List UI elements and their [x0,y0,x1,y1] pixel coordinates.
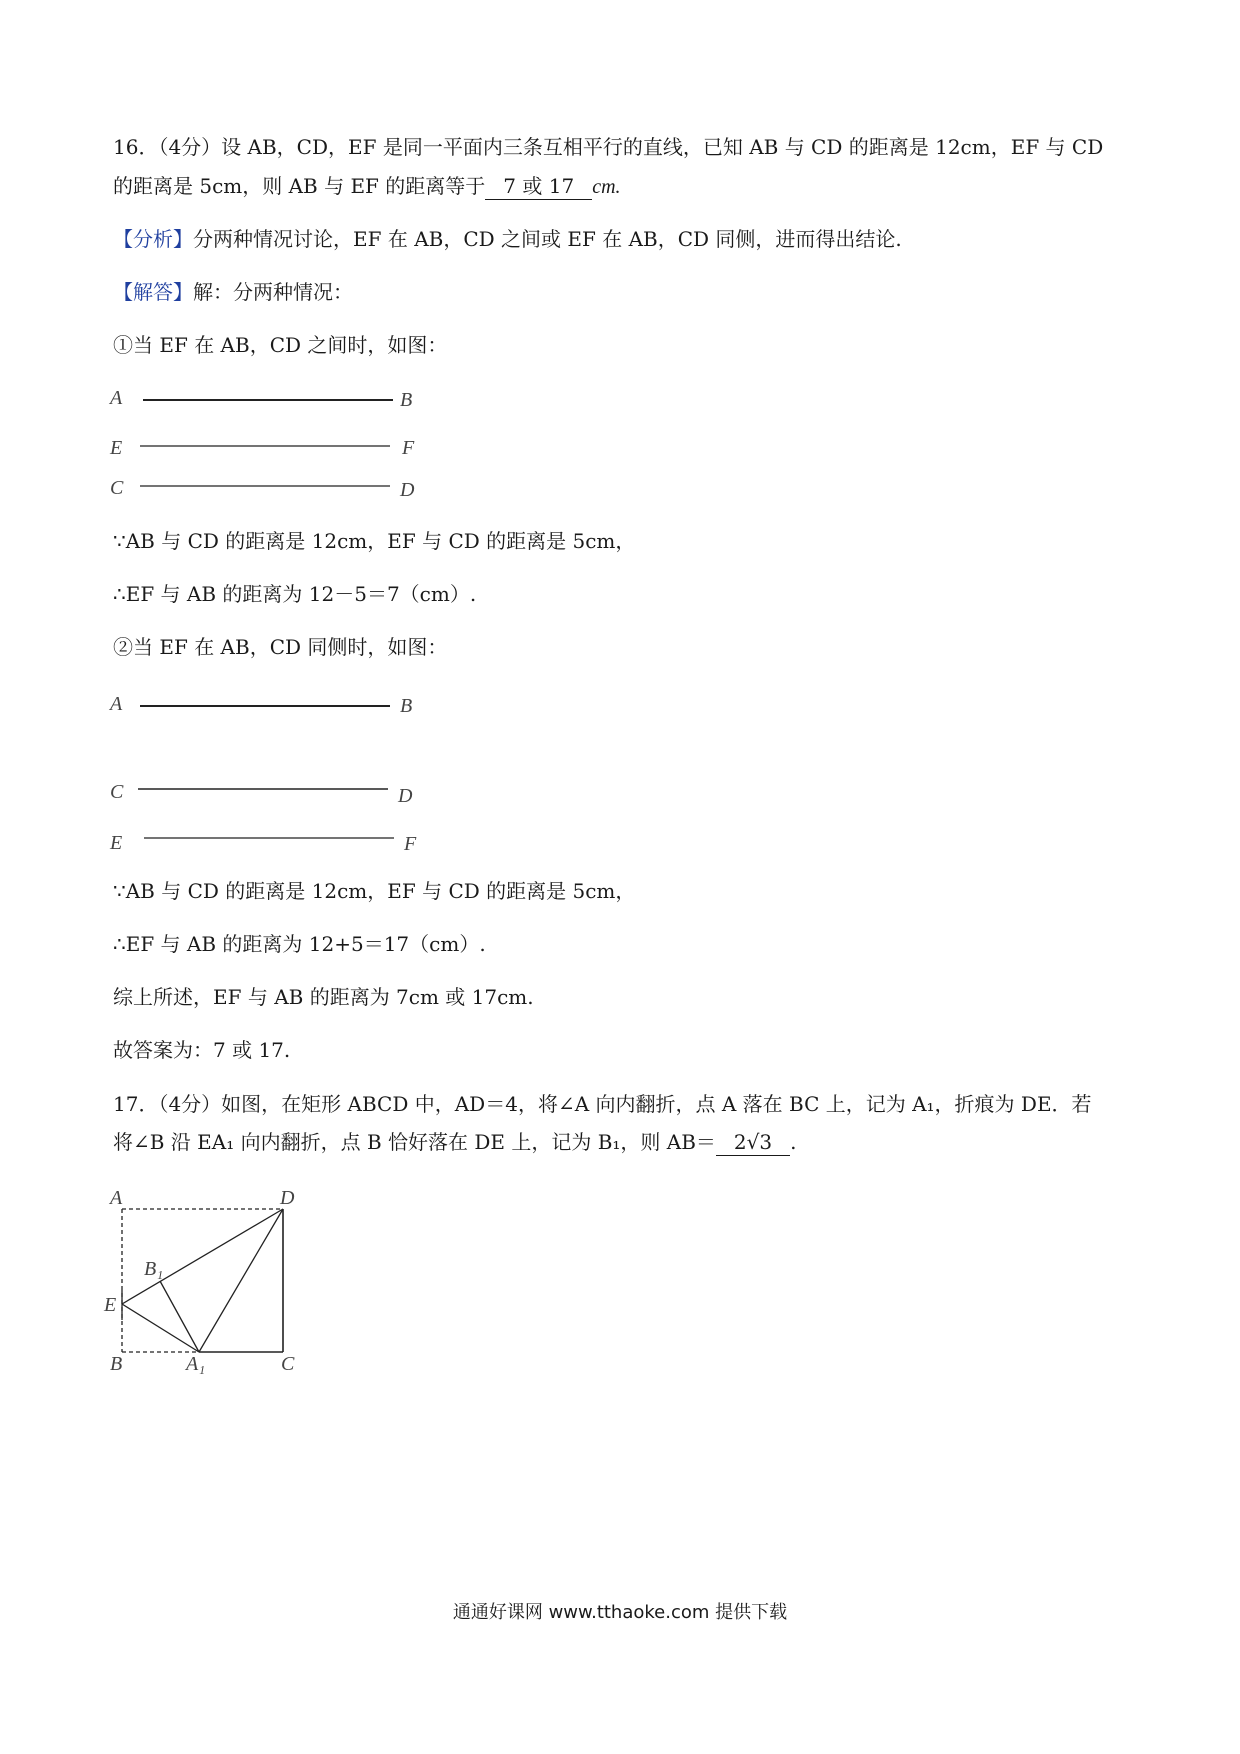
fig-label-E: E [104,1294,117,1316]
fig2-label-E: E [110,832,123,854]
fig2-label-C: C [110,781,124,803]
solution-tag: 【解答】 [113,280,193,304]
q16-line1: 16．（4分）设 AB，CD，EF 是同一平面内三条互相平行的直线，已知 AB 与 CD 的距离是 12cm，EF 与 CD [113,135,1104,159]
page-footer: 通通好课网 www.tthaoke.com 提供下载 [452,1602,788,1623]
q17-answer: 2√3 [716,1129,790,1156]
fig1-label-C: C [110,477,124,499]
fig-label-A: A [110,1187,123,1209]
q16-answer: 7 或 17 [485,173,592,200]
q16-case1-because: ∵AB 与 CD 的距离是 12cm，EF 与 CD 的距离是 5cm， [113,529,636,553]
fig-label-C: C [281,1353,295,1375]
fig1-label-F: F [402,437,415,459]
fig2-label-A: A [110,693,123,715]
q16-case2-because: ∵AB 与 CD 的距离是 12cm，EF 与 CD 的距离是 5cm， [113,879,636,903]
fig-segment-DA1 [199,1209,283,1352]
analysis-tag: 【分析】 [113,227,193,251]
figure-q17 [104,1180,348,1380]
fig-label-D: D [280,1187,295,1209]
q16-solution: 【解答】解：分两种情况： [113,280,353,304]
fig-label-B: B [110,1353,123,1375]
q16-case1-therefore: ∴EF 与 AB 的距离为 12－5＝7（cm）. [113,582,477,606]
fig1-label-A: A [110,387,123,409]
fig-segment-EA1 [122,1304,199,1352]
q16-line2: 的距离是 5cm，则 AB 与 EF 的距离等于 7 或 17 cm. [113,174,621,198]
figure-case1 [110,380,430,510]
q16-case1: ①当 EF 在 AB，CD 之间时，如图： [113,333,448,357]
fig1-label-B: B [400,389,413,411]
fig-label-A1: A₁ [186,1353,206,1375]
figure-case2 [110,680,430,870]
fig1-label-D: D [400,479,415,501]
q16-analysis: 【分析】分两种情况讨论，EF 在 AB，CD 之间或 EF 在 AB，CD 同侧，进而得出结论. [113,227,902,251]
q16-case2: ②当 EF 在 AB，CD 同侧时，如图： [113,635,448,659]
q16-summary: 综上所述，EF 与 AB 的距离为 7cm 或 17cm. [113,985,534,1009]
q16-case2-therefore: ∴EF 与 AB 的距离为 12+5＝17（cm）. [113,932,486,956]
fig-label-B1: B₁ [144,1258,164,1280]
fig-segment-B1A1 [160,1281,199,1352]
fig2-label-B: B [400,695,413,717]
fig2-label-D: D [398,785,413,807]
q17-line2: 将∠B 沿 EA₁ 向内翻折，点 B 恰好落在 DE 上，记为 B₁，则 AB＝ 2√3 . [113,1130,797,1154]
fig2-label-F: F [404,833,417,855]
fig-crease-DE [122,1209,283,1304]
q17-line1: 17．（4分）如图，在矩形 ABCD 中，AD＝4，将∠A 向内翻折，点 A 落在 BC 上，记为 A₁，折痕为 DE．若 [113,1092,1092,1116]
fig1-label-E: E [110,437,123,459]
q16-final: 故答案为：7 或 17. [113,1038,291,1062]
